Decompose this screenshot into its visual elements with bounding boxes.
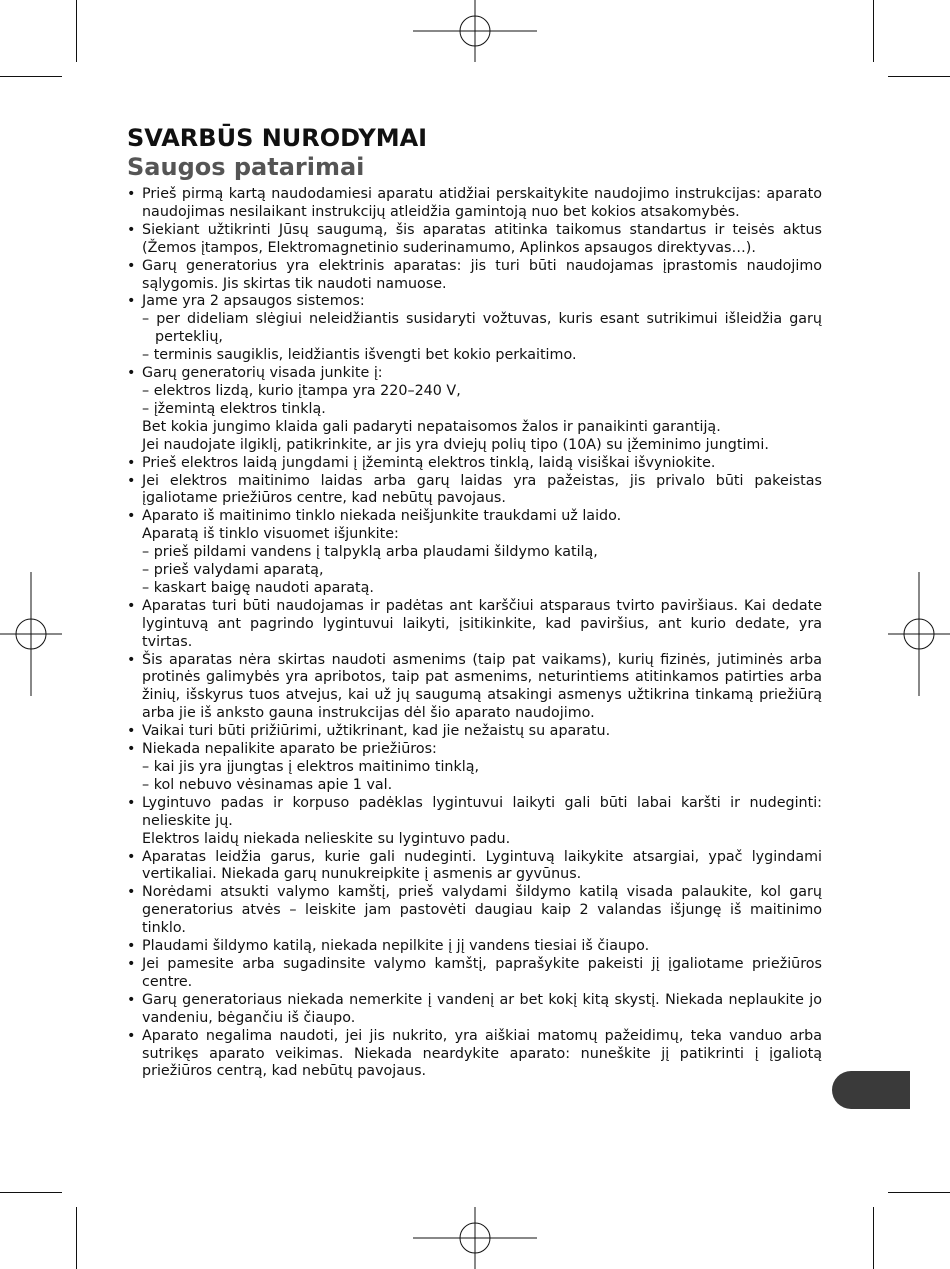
bullet-icon: • <box>127 651 136 668</box>
bullet-icon: • <box>127 221 136 238</box>
page-tab-marker <box>832 1071 910 1109</box>
bullet-icon: • <box>127 597 136 614</box>
bullet-icon: • <box>127 293 136 310</box>
bullet-icon: • <box>127 848 136 865</box>
list-item-text: Aparato negalima naudoti, jei jis nukrito, yra aiškiai matomų pažeidimų, teka vanduo arba sutrikęs aparato veikimas. Niekada neardykite aparato: nuneškite jį patikrinti į įgaliotą priežiūros centrą, kad nebūtų pavojaus. <box>142 1027 822 1080</box>
list-item <box>127 938 822 956</box>
list-item-text: Vaikai turi būti prižiūrimi, užtikrinant, kad jie nežaistų su aparatu. <box>142 723 611 740</box>
list-item <box>127 258 822 294</box>
list-item-text: – prieš pildami vandens į talpyklą arba plaudami šildymo katilą, <box>142 544 598 561</box>
list-item-text: Jei naudojate ilgiklį, patikrinkite, ar jis yra dviejų polių tipo (10A) su įžeminimo jungtimi. <box>142 436 769 453</box>
list-item-text: Lygintuvo padas ir korpuso padėklas lygintuvui laikyti gali būti labai karšti ir nudeginti: nelieskite jų. <box>142 794 822 829</box>
bullet-icon: • <box>127 257 136 274</box>
bullet-icon: • <box>127 794 136 811</box>
list-item-text: Aparatą iš tinklo visuomet išjunkite: <box>142 526 399 543</box>
bullet-icon: • <box>127 365 136 382</box>
crop-mark <box>888 1192 950 1193</box>
list-item-text: Plaudami šildymo katilą, niekada nepilkite į jį vandens tiesiai iš čiaupo. <box>142 938 650 955</box>
crop-mark <box>888 76 950 77</box>
list-item-text: Garų generatorių visada junkite į: <box>142 365 383 382</box>
safety-instructions-list <box>127 186 822 1081</box>
crop-mark <box>0 76 62 77</box>
crop-mark <box>76 1207 77 1269</box>
list-item <box>127 365 822 455</box>
bullet-icon: • <box>127 938 136 955</box>
list-item-text: – elektros lizdą, kurio įtampa yra 220–240 V, <box>142 382 461 399</box>
list-item-text: Jei pamesite arba sugadinsite valymo kamštį, paprašykite pakeisti jį įgaliotame priežiūros centre. <box>142 955 822 990</box>
list-item <box>127 293 822 365</box>
bullet-icon: • <box>127 508 136 525</box>
list-item-text: Elektros laidų niekada nelieskite su lygintuvo padu. <box>142 830 511 847</box>
bullet-icon: • <box>127 884 136 901</box>
bullet-icon: • <box>127 472 136 489</box>
list-item-text: Šis aparatas nėra skirtas naudoti asmenims (taip pat vaikams), kurių fizinės, jutiminės arba protinės galimybės yra apribotos, taip pat asmenims, neturintiems atitinkamos patirties arba žinių, išskyrus tuos atvejus, kai už jų saugumą atsakingi asmenys užtikrina tinkamą priežiūrą arba jie iš anksto gauna instrukcijas dėl šio aparato naudojimo. <box>142 651 822 722</box>
list-item <box>127 455 822 473</box>
registration-mark-left <box>0 572 62 696</box>
registration-mark-right <box>888 572 950 696</box>
crop-mark <box>76 0 77 62</box>
list-item-text: Garų generatoriaus niekada nemerkite į vandenį ar bet kokį kitą skystį. Niekada neplaukite jo vandeniu, bėgančiu iš čiaupo. <box>142 991 822 1026</box>
list-item-text: – per dideliam slėgiui neleidžiantis susidaryti vožtuvas, kuris esant sutrikimui išleidžia garų perteklių, <box>142 311 822 346</box>
list-item <box>127 473 822 509</box>
list-item-text: – kai jis yra įjungtas į elektros maitinimo tinklą, <box>142 759 480 775</box>
registration-mark-top <box>413 0 537 62</box>
bullet-icon: • <box>127 454 136 471</box>
list-item-text: Prieš pirmą kartą naudodamiesi aparatu atidžiai perskaitykite naudojimo instrukcijas: aparato naudojimas nesilaikant instrukcijų atleidžia gamintoją nuo bet kokios atsakomybės. <box>142 186 822 220</box>
list-item-text: – prieš valydami aparatą, <box>142 562 324 579</box>
list-item <box>127 795 822 849</box>
list-item-text: – kol nebuvo vėsinamas apie 1 val. <box>142 776 393 793</box>
bullet-icon: • <box>127 186 136 202</box>
list-item-text: Prieš elektros laidą jungdami į įžemintą elektros tinklą, laidą visiškai išvyniokite. <box>142 454 716 471</box>
bullet-icon: • <box>127 955 136 972</box>
page-title: SVARBŪS NURODYMAI <box>127 124 428 152</box>
list-item <box>127 992 822 1028</box>
section-subtitle: Saugos patarimai <box>127 153 365 181</box>
list-item <box>127 652 822 724</box>
bullet-icon: • <box>127 991 136 1008</box>
list-item <box>127 1028 822 1082</box>
list-item-text: Garų generatorius yra elektrinis aparatas: jis turi būti naudojamas įprastomis naudojimo sąlygomis. Jis skirtas tik naudoti namuose. <box>142 257 822 292</box>
list-item-text: Bet kokia jungimo klaida gali padaryti nepataisomos žalos ir panaikinti garantiją. <box>142 418 721 435</box>
crop-mark <box>0 1192 62 1193</box>
list-item <box>127 956 822 992</box>
list-item-text: Aparato iš maitinimo tinklo niekada neišjunkite traukdami už laido. <box>142 508 622 525</box>
list-item-text: Aparatas turi būti naudojamas ir padėtas ant karščiui atsparaus tvirto paviršiaus. Kai dedate lygintuvą ant pagrindo lygintuvui laikyti, įsitikinkite, kad paviršius, ant kurio dedate, yra tvirtas. <box>142 597 822 650</box>
crop-mark <box>873 1207 874 1269</box>
bullet-icon: • <box>127 741 136 758</box>
list-item-text: Norėdami atsukti valymo kamštį, prieš valydami šildymo katilą visada palaukite, kol garų generatorius atvės – leiskite jam pastovėti daugiau kaip 2 valandas išjungę iš maitinimo tinklo. <box>142 884 822 937</box>
list-item-text: Siekiant užtikrinti Jūsų saugumą, šis aparatas atitinka taikomus standartus ir teisės aktus (Žemos įtampos, Elektromagnetinio suderinamumo, Aplinkos apsaugos direktyvas…). <box>142 221 822 256</box>
list-item <box>127 598 822 652</box>
list-item <box>127 508 822 598</box>
list-item-text: – terminis saugiklis, leidžiantis išvengti bet kokio perkaitimo. <box>142 347 577 364</box>
list-item-text: Niekada nepalikite aparato be priežiūros: <box>142 741 437 758</box>
list-item <box>127 222 822 258</box>
list-item <box>127 186 822 222</box>
list-item-text: Jei elektros maitinimo laidas arba garų laidas yra pažeistas, jis privalo būti pakeistas įgaliotame priežiūros centre, kad nebūtų pavojaus. <box>142 472 822 507</box>
crop-mark <box>873 0 874 62</box>
registration-mark-bottom <box>413 1207 537 1269</box>
list-item-text: – kaskart baigę naudoti aparatą. <box>142 579 374 596</box>
bullet-icon: • <box>127 1027 136 1044</box>
list-item <box>127 884 822 938</box>
list-item-text: Aparatas leidžia garus, kurie gali nudeginti. Lygintuvą laikykite atsargiai, ypač lygindami vertikaliai. Niekada garų nunukreipkite į asmenis ar gyvūnus. <box>142 848 822 883</box>
list-item-text: – įžemintą elektros tinklą. <box>142 400 326 417</box>
list-item-text: Jame yra 2 apsaugos sistemos: <box>142 293 365 310</box>
bullet-icon: • <box>127 723 136 740</box>
list-item <box>127 723 822 741</box>
list-item <box>127 849 822 885</box>
list-item <box>127 741 822 795</box>
